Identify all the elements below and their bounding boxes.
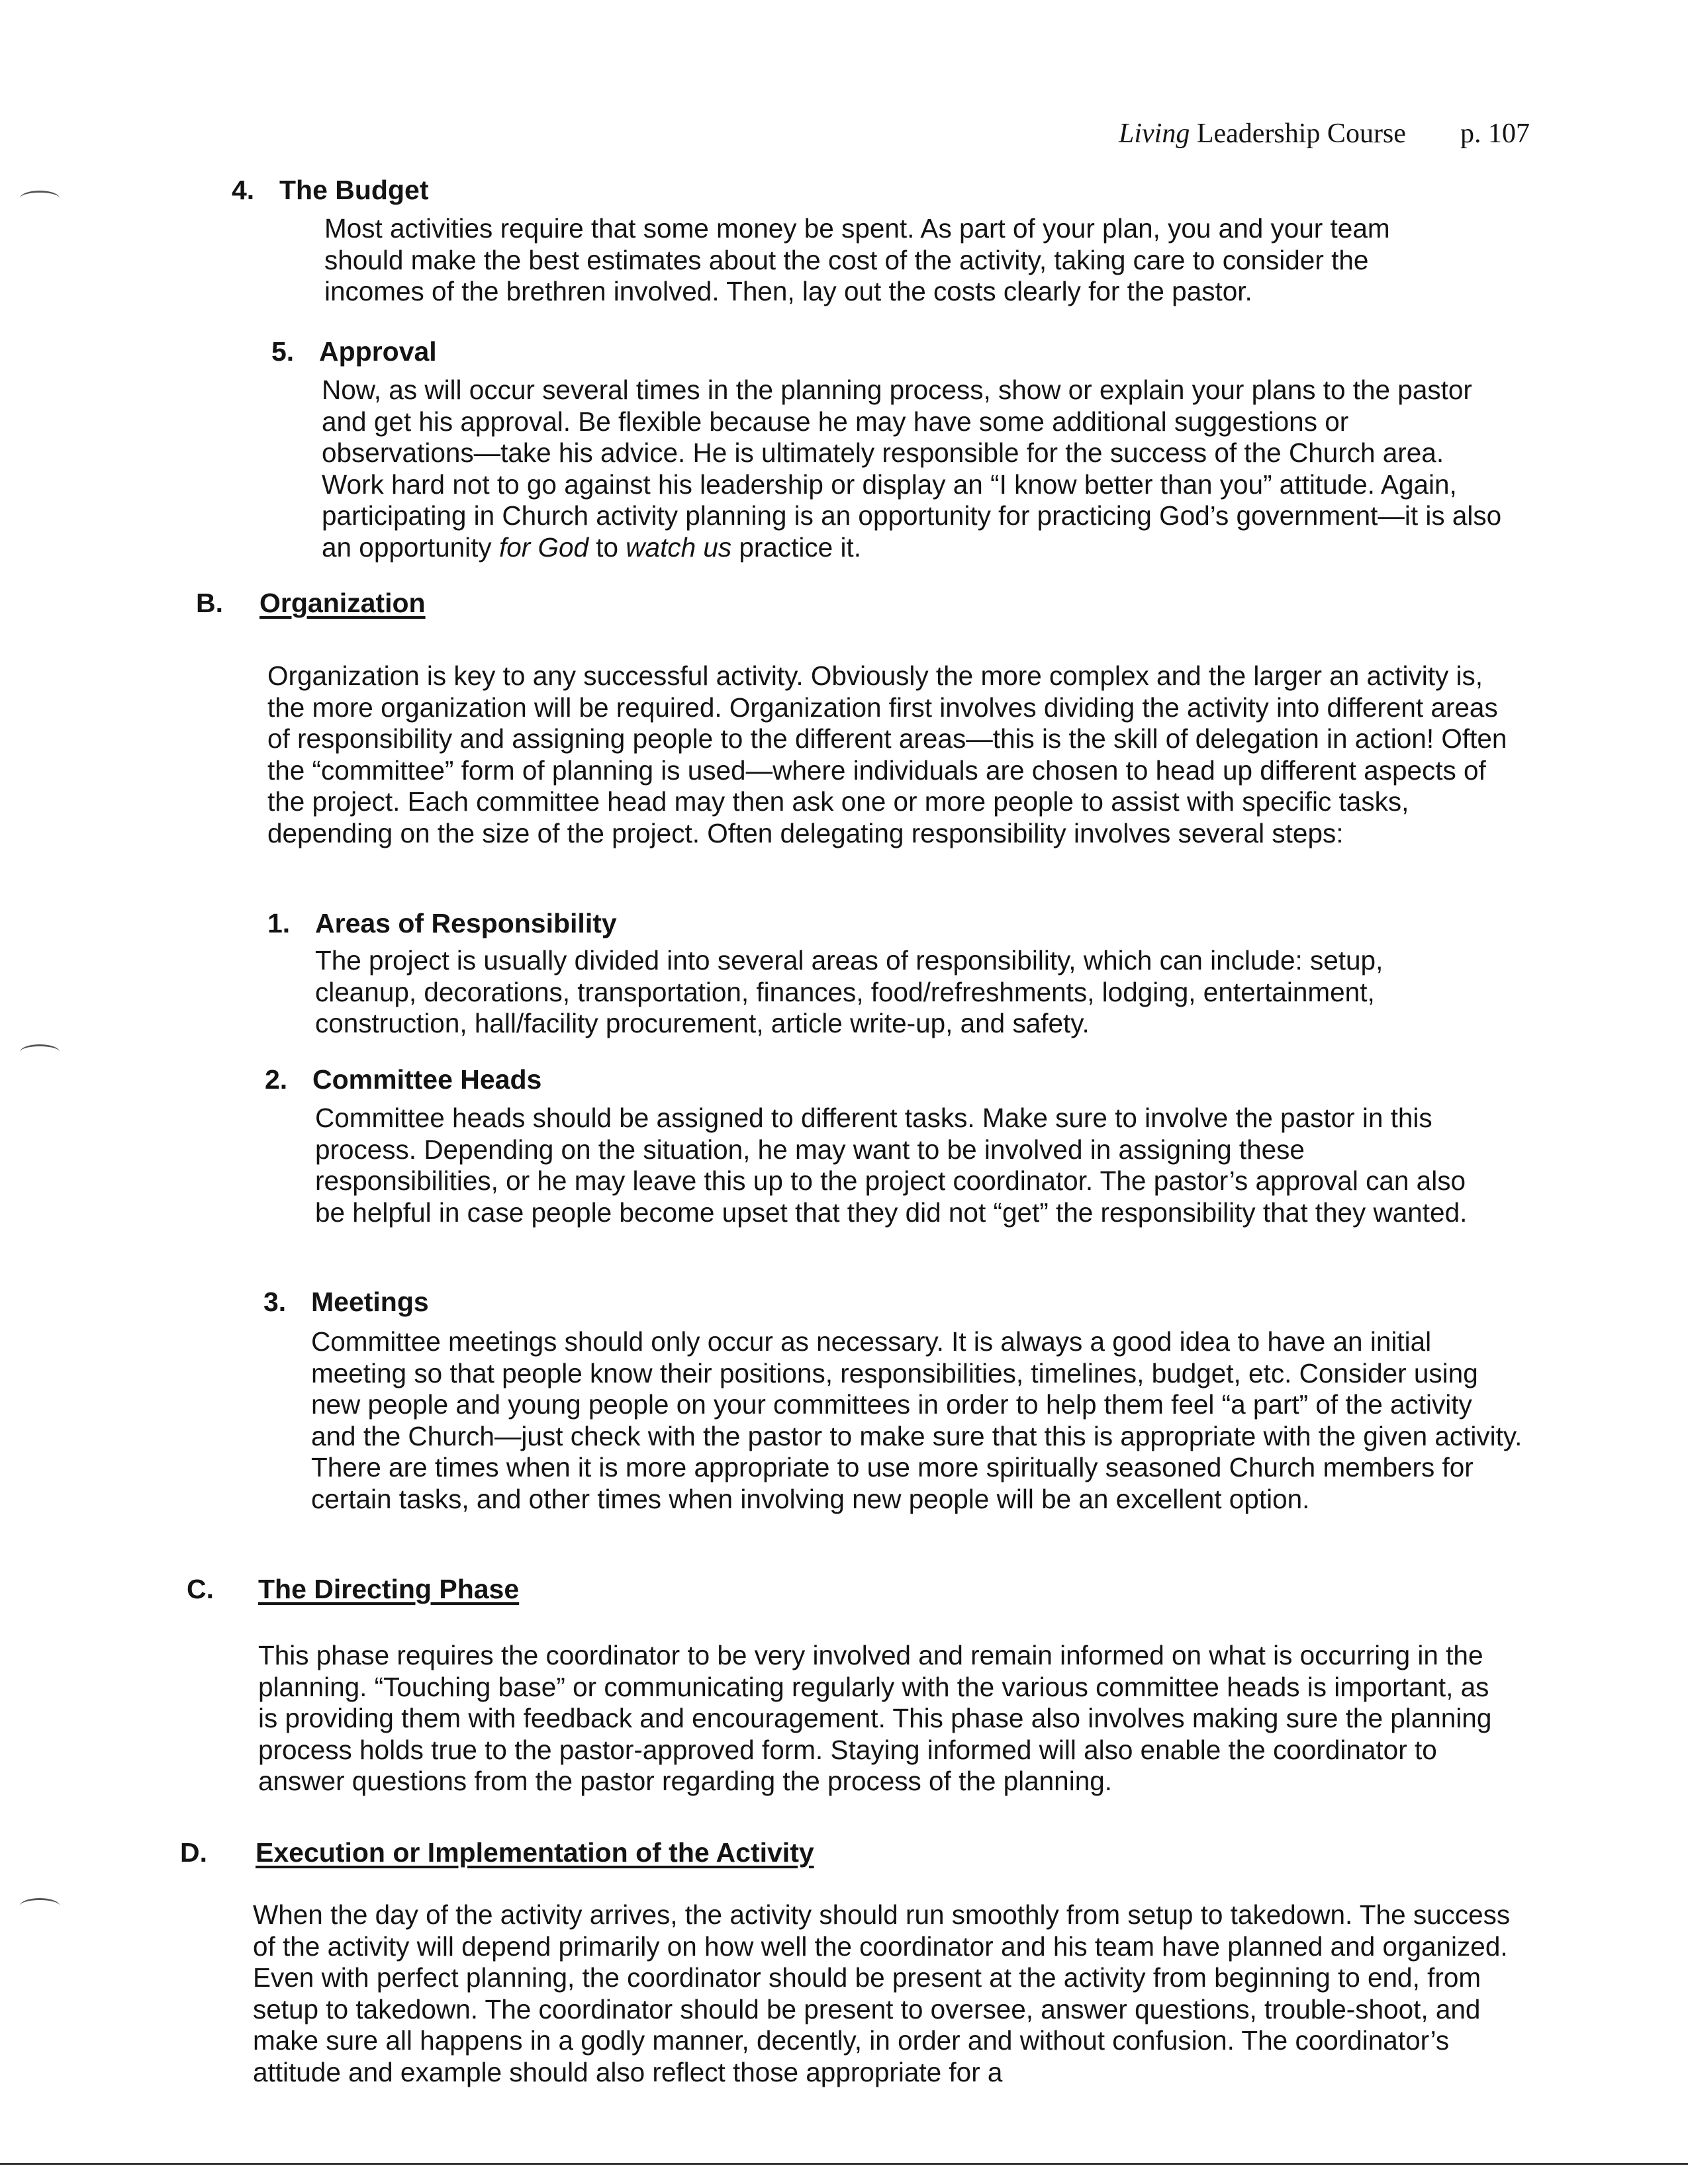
section-letter: B.: [196, 588, 223, 618]
step-heading-committee-heads: [265, 1064, 541, 1095]
meetings-paragraph: Committee meetings should only occur as necessary. It is always a good idea to have an initial meeting so that people know their positions, responsibilities, timelines, budget, etc. Consider using new people and young people on your committees in order to help them feel “a part” of the activity and the Church—just check with the pastor to make sure that this is appropriate with the given activity. There are times when it is more appropriate to use more spiritually seasoned Church members for certain tasks, and other times when involving new people will be an excellent option.: [311, 1326, 1523, 1514]
section-heading-organization: [196, 588, 858, 621]
step-title: Areas of Responsibility: [315, 908, 617, 938]
section-letter: D.: [180, 1837, 207, 1868]
section-heading-directing: [187, 1574, 849, 1607]
section-letter: C.: [187, 1574, 214, 1604]
step-title: Committee Heads: [312, 1064, 542, 1095]
bottom-rule: [0, 2163, 1688, 2165]
item-number: 4.: [232, 175, 255, 205]
section-title: Execution or Implementation of the Activity: [256, 1837, 814, 1868]
section-heading-execution: [180, 1837, 974, 1870]
approval-text-c: practice it.: [731, 531, 861, 563]
organization-paragraph: Organization is key to any successful activity. Obviously the more complex and the larger an activity is, the more organization will be required. Organization first involves dividing the activity into different areas of responsibility and assigning people to the different areas—this is the skill of delegation in action! Often the “committee” form of planning is used—where individuals are chosen to head up different aspects of the project. Each committee head may then ask one or more people to assist with specific tasks, depending on the size of the project. Often delegating responsibility involves several steps:: [267, 660, 1507, 848]
item-number: 5.: [271, 336, 295, 367]
step-heading-areas: [267, 908, 617, 939]
approval-text-b: to: [588, 531, 626, 563]
step-number: 2.: [265, 1064, 288, 1095]
approval-paragraph: [322, 375, 1507, 563]
item-title: The Budget: [279, 175, 429, 205]
course-title-italic: Living: [1119, 118, 1190, 149]
punch-hole-mark-top: [20, 191, 60, 206]
step-number: 1.: [267, 908, 291, 938]
punch-hole-mark-bottom: [20, 1898, 60, 1913]
approval-italic-2: watch us: [626, 531, 732, 563]
committee-heads-paragraph: Committee heads should be assigned to different tasks. Make sure to involve the pastor in this process. Depending on the situation, he may want to be involved in assigning these responsibilities, or he may leave this up to the project coordinator. The pastor’s approval can also be helpful in case people become upset that they did not “get” the responsibility that they wanted.: [315, 1103, 1468, 1228]
course-title-rest: Leadership Course: [1190, 118, 1406, 149]
section-title: The Directing Phase: [258, 1574, 520, 1604]
approval-italic-1: for God: [498, 531, 589, 563]
approval-text: Now, as will occur several times in the planning process, show or explain your plans to the pastor and get his approval. Be flexible because he may have some additional suggestions or observations—take his advice. He is ultimately responsible for the success of the Church area. Work hard not to go against his leadership or display an “I know better than you” attitude. Again, participating in Church activity planning is an opportunity for practicing God’s government—it is also an opportunity: [322, 375, 1502, 563]
execution-paragraph: When the day of the activity arrives, the activity should run smoothly from setup to takedown. The success of the activity will depend primarily on how well the coordinator and his team have planned and organized. Even with perfect planning, the coordinator should be present at the activity from beginning to end, from setup to takedown. The coordinator should be present to oversee, answer questions, trouble-shoot, and make sure all happens in a godly manner, decently, in order and without confusion. The coordinator’s attitude and example should also reflect those appropriate for a: [253, 1899, 1511, 2087]
item-heading-budget: [232, 175, 428, 206]
step-heading-meetings: [263, 1287, 429, 1318]
running-header: [1119, 118, 1542, 150]
areas-paragraph: The project is usually divided into several areas of responsibility, which can include: setup, cleanup, decorations, transportation, finances, food/refreshments, lodging, entertainment, construction, hall/facility procurement, article write-up, and safety.: [315, 945, 1383, 1038]
step-number: 3.: [263, 1287, 287, 1317]
directing-paragraph: This phase requires the coordinator to be very involved and remain informed on what is occurring in the planning. “Touching base” or communicating regularly with the various committee heads is important, as is providing them with feedback and encouragement. This phase also involves making sure the planning process holds true to the pastor-approved form. Staying informed will also enable the coordinator to answer questions from the pastor regarding the process of the planning.: [258, 1640, 1492, 1796]
budget-paragraph: Most activities require that some money be spent. As part of your plan, you and your team should make the best estimates about the cost of the activity, taking care to consider the incomes of the brethren involved. Then, lay out the costs clearly for the pastor.: [324, 213, 1390, 306]
item-heading-approval: [271, 336, 437, 367]
page-number: p. 107: [1460, 118, 1530, 149]
item-title: Approval: [319, 336, 437, 367]
step-title: Meetings: [311, 1287, 429, 1317]
section-title: Organization: [259, 588, 426, 618]
punch-hole-mark-middle: [20, 1044, 60, 1060]
